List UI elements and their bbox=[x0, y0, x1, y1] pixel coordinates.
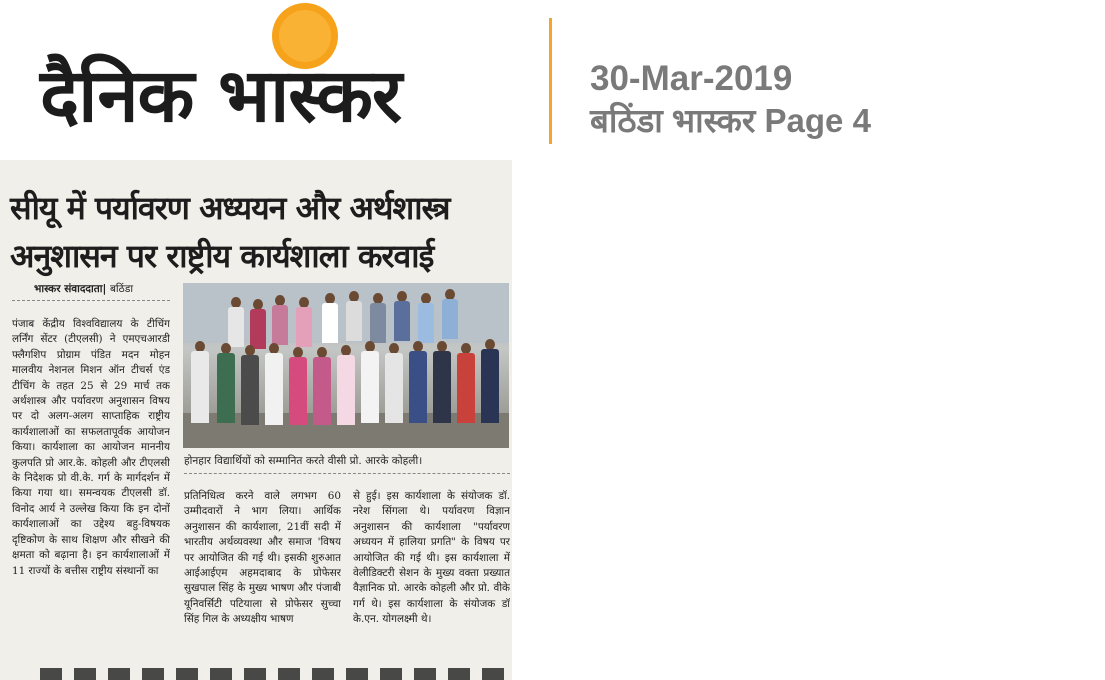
photo-caption: होनहार विद्यार्थियों को सम्मानित करते वीसी प्रो. आरके कोहली। bbox=[184, 455, 423, 467]
article-clipping bbox=[0, 160, 512, 680]
newspaper-logo bbox=[40, 0, 500, 150]
byline-reporter: भास्कर संवाददाता bbox=[34, 283, 103, 295]
caption-rule bbox=[184, 473, 510, 474]
article-column-2: प्रतिनिधित्व करने वाले लगभग 60 उम्मीदवारों ने भाग लिया। आर्थिक अनुशासन की कार्यशाला, 21वीं सदी में भारतीय अर्थव्यवस्था और समाज 'विषय पर आयोजित की गई थी। इसकी शुरुआत आईआईएम अहमदाबाद के प्रोफेसर सुखपाल सिंह के मुख्य भाषण और पंजाबी यूनिवर्सिटी पटियाला से प्रोफेसर सुच्चा सिंह गिल के अध्यक्षीय भाषण bbox=[184, 490, 341, 626]
byline: भास्कर संवाददाता| बठिंडा bbox=[34, 283, 134, 295]
next-article-headline-fragment bbox=[40, 668, 510, 680]
headline-line-1: सीयू में पर्यावरण अध्ययन और अर्थशास्त्र bbox=[10, 189, 450, 227]
article-column-3: से हुई। इस कार्यशाला के संयोजक डॉ. नरेश सिंगला थे। पर्यावरण विज्ञान अनुशासन की कार्यशाला "पर्यावरण अध्ययन में हालिया प्रगति" के विषय पर आयोजित की गई थी। इस कार्यशाला में वेलीडिक्टरी सेशन के मुख्य वक्ता प्रख्यात वैज्ञानिक प्रो. आरके कोहली और प्रो. वीके गर्ग थे। इस कार्यशाला के संयोजक डॉ के.एन. योगलक्ष्मी थे। bbox=[353, 490, 510, 626]
edition-info bbox=[590, 58, 871, 142]
byline-rule bbox=[12, 300, 170, 301]
article-photo bbox=[183, 283, 509, 448]
article-column-1: पंजाब केंद्रीय विश्वविद्यालय के टीचिंग लर्निंग सेंटर (टीएलसी) ने एमएचआरडी फ्लैगशिप प्रोग्राम पंडित मदन मोहन मालवीय नेशनल मिशन ऑन टीचर्स एंड टीचिंग के तहत 25 से 29 मार्च तक अर्थशास्त्र और पर्यावरण अनुशासन विषय पर दो अलग-अलग साप्ताहिक राष्ट्रीय कार्यशालाओं का सफलतापूर्वक आयोजन किया। कार्यशाला का आयोजन माननीय कुलपति प्रो आर.के. कोहली और टीएलसी के निदेशक प्रो वी.के. गर्ग के मार्गदर्शन में किया गया था। समन्वयक टीएलसी डॉ. विनोद आर्य ने उल्लेख किया कि इन दोनों कार्यशालाओं का उद्देश्य बहु-विषयक दृष्टिकोण के साथ शिक्षण और सीखने की क्षमता को बढ़ाना है। इन कार्यशालाओं में 11 राज्यों के बत्तीस राष्ट्रीय संस्थानों का bbox=[12, 318, 170, 577]
logo-wordmark: दैनिक भास्कर bbox=[40, 53, 402, 139]
edition-date: 30-Mar-2019 bbox=[590, 59, 793, 98]
headline-line-2: अनुशासन पर राष्ट्रीय कार्यशाला करवाई bbox=[10, 237, 434, 275]
article-headline bbox=[10, 184, 510, 280]
header-divider bbox=[549, 18, 552, 144]
byline-city: बठिंडा bbox=[109, 283, 134, 295]
edition-page: बठिंडा भास्कर Page 4 bbox=[590, 102, 871, 139]
